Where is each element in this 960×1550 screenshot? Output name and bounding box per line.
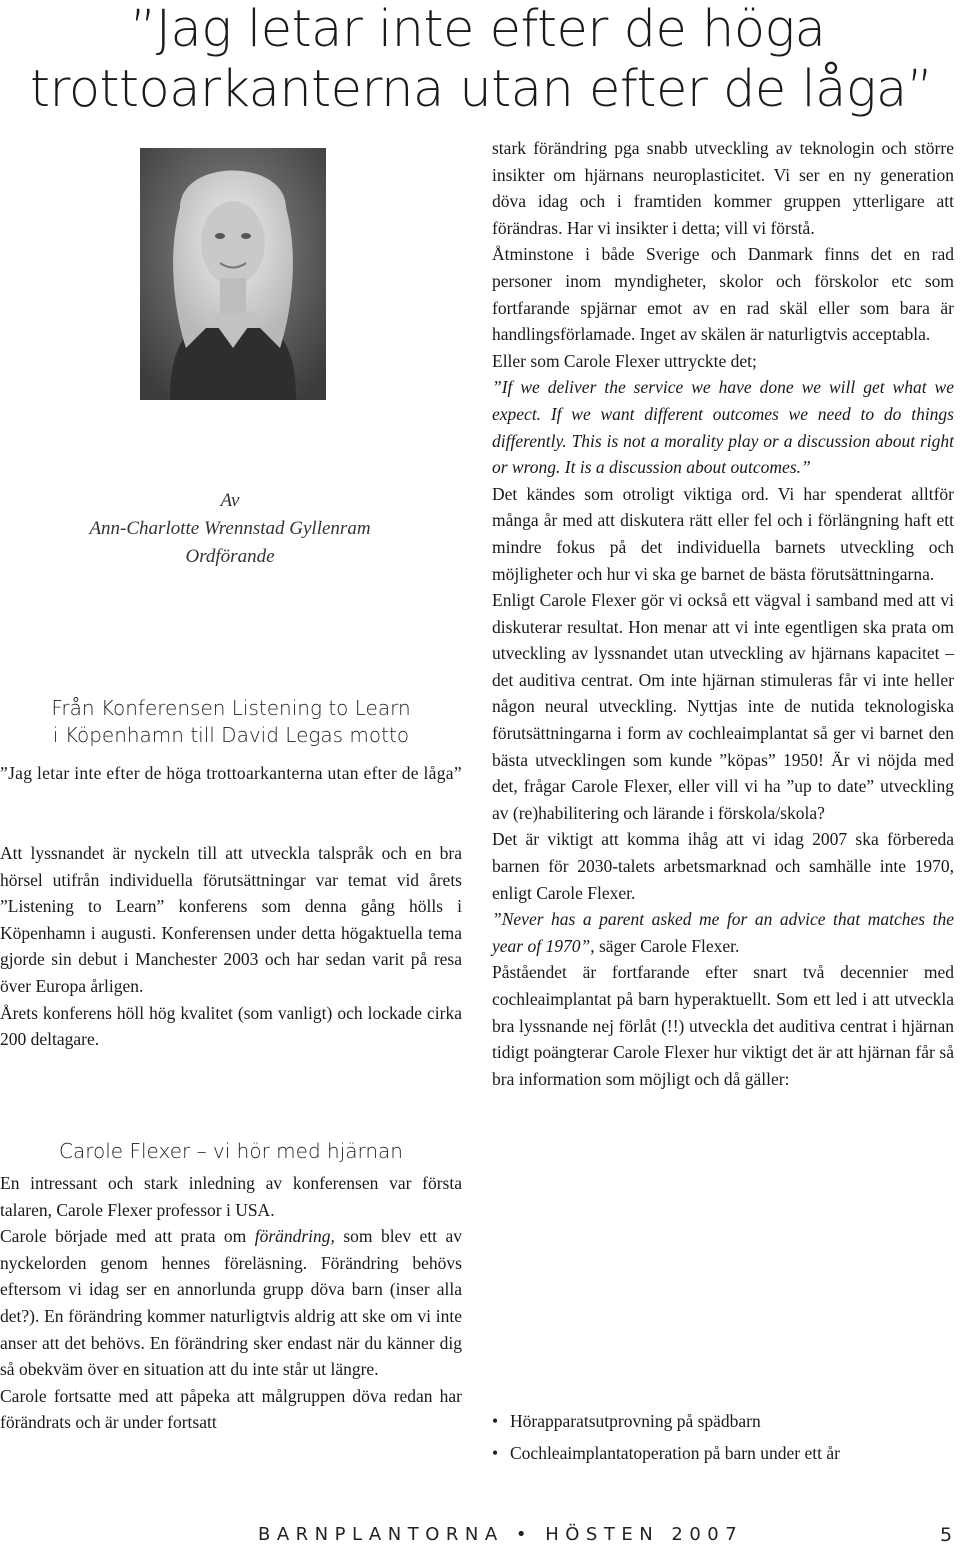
left-column-body [0,840,462,1053]
paragraph: Påståendet är fortfarande efter snart två decennier med cochleaimplantat på barn hyperaktuellt. Som ett led i att utveckla bra lyssnande nej förlåt (!!) utveckla det auditiva centrat i hjärnan tidigt poängterar Carole Flexer hur viktigt det är att hjärnan får så bra information som möjligt och då gäller: [492,962,954,1089]
paragraph: Att lyssnandet är nyckeln till att utveckla talspråk och en bra hörsel utifrån individuella förutsättningar var temat vid årets ”Listening to Learn” konferens som denna gång hölls i Köpenhamn i augusti. Konferensen under detta högaktuella tema gjorde sin debut i Manchester 2003 och har sedan varit på resa över Europa årligen. [0,843,462,996]
paragraph: Det kändes som otroligt viktiga ord. Vi har spenderat alltför många år med att diskutera rätt eller fel och i förlängning haft ett mindre fokus på det individuella barnets utveckling och möjligheter och hur vi ska ge barnet de bästa förutsättningarna. [492,483,954,584]
paragraph: Eller som Carole Flexer uttryckte det; [492,350,757,371]
magazine-issue: BARNPLANTORNA • HÖSTEN 2007 [258,1524,744,1545]
motto-text: ”Jag letar inte efter de höga trottoarkanterna utan efter de låga” [0,763,462,783]
paragraph: Carole fortsatte med att påpeka att målgruppen döva redan har förändrats och är under fortsatt [0,1385,462,1433]
headline-line-2: trottoarkanterna utan efter de låga” [30,60,933,119]
list-item [492,1405,954,1437]
text-run: Carole började med att prata om [0,1226,255,1247]
text-run: som blev ett av nyckelorden genom hennes föreläsning. Förändring behövs eftersom vi idag ser en annorlunda grupp döva barn (inser alla det?). En förändring kommer naturligtvis aldrig att ske om vi inte anser att det behövs. En förändring sker endast när du känner dig så obekväm över en situation att du inte står ut längre. [0,1226,462,1380]
quote: ”If we deliver the service we have done we will get what we expect. If we want different outcomes we need to do things differently. This is not a morality play or a discussion about right or wrong. It is a discussion about outcomes.” [492,377,954,478]
page-number: 5 [940,1524,953,1546]
intro-heading-2: i Köpenhamn till David Legas motto [52,723,410,747]
bullet-list [492,1405,954,1469]
paragraph: Åtminstone i både Sverige och Danmark finns det en rad personer inom myndigheter, skolor och förskolor etc som fortfarande spjärnar emot av en rad skäl eller som bara är handlingsförlamade. Inget av skälen är naturligtvis acceptabla. [492,244,954,345]
bullet-icon: • [492,1411,499,1431]
intro-motto [0,760,462,787]
quote: ”Never has a parent asked me for an advice that matches the year of 1970” [492,909,954,956]
byline-author: Ann-Charlotte Wrennstad Gyllenram [89,518,371,539]
headline-line-1: ”Jag letar inte efter de höga [130,0,826,59]
section-body [0,1170,462,1436]
paragraph: stark förändring pga snabb utveckling av teknologin och större insikter om hjärnans neuroplasticitet. Vi ser en ny generation döva idag och i framtiden kommer gruppen ytterligare att förändras. Har vi insikter i detta; vill vi förstå. [492,138,954,238]
list-item-text: Cochleaimplantatoperation på barn under ett år [510,1443,840,1463]
byline-role: Ordförande [185,546,275,567]
article-headline [30,0,950,120]
paragraph: Det är viktigt att komma ihåg att vi idag 2007 ska förbereda barnen för 2030-talets arbetsmarknad och samhälle inte 1970, enligt Carole Flexer. [492,829,954,903]
paragraph: Enligt Carole Flexer gör vi också ett vägval i samband med att vi diskuterar resultat. Hon menar att vi inte egentligen ska prata om utveckling av lyssnandet utan utveckling av hjärnans kapacitet – det auditiva centrat. Om inte hjärnan stimuleras får vi inte heller någon neural utveckling. Nyttjas inte de nutida teknologiska förutsättningarna i form av cochleaimplantat så ger vi barnet den bästa utvecklingen som kunde ”köpas” 1950! Är vi nöjda med det, frågar Carole Flexer, eller vill vi ha ”up to date” utveckling av (re)habilitering och lärande i förskola/skola? [492,590,954,823]
text-run: , säger Carole Flexer. [590,935,740,956]
section-heading: Carole Flexer – vi hör med hjärnan [59,1139,403,1163]
paragraph [492,906,954,959]
list-item-text: Hörapparatsutprovning på spädbarn [510,1411,761,1431]
right-column-body [492,135,954,1092]
bullet-icon: • [492,1443,499,1463]
byline-prefix: Av [220,490,240,511]
paragraph: En intressant och stark inledning av konferensen var första talaren, Carole Flexer professor i USA. [0,1173,462,1220]
emphasis: förändring, [254,1226,335,1247]
byline [30,487,430,571]
paragraph: Årets konferens höll hög kvalitet (som vanligt) och lockade cirka 200 deltagare. [0,1002,462,1050]
intro-heading-1: Från Konferensen Listening to Learn [51,696,411,720]
paragraph [0,1223,462,1383]
list-item [492,1437,954,1469]
author-portrait [140,148,326,400]
